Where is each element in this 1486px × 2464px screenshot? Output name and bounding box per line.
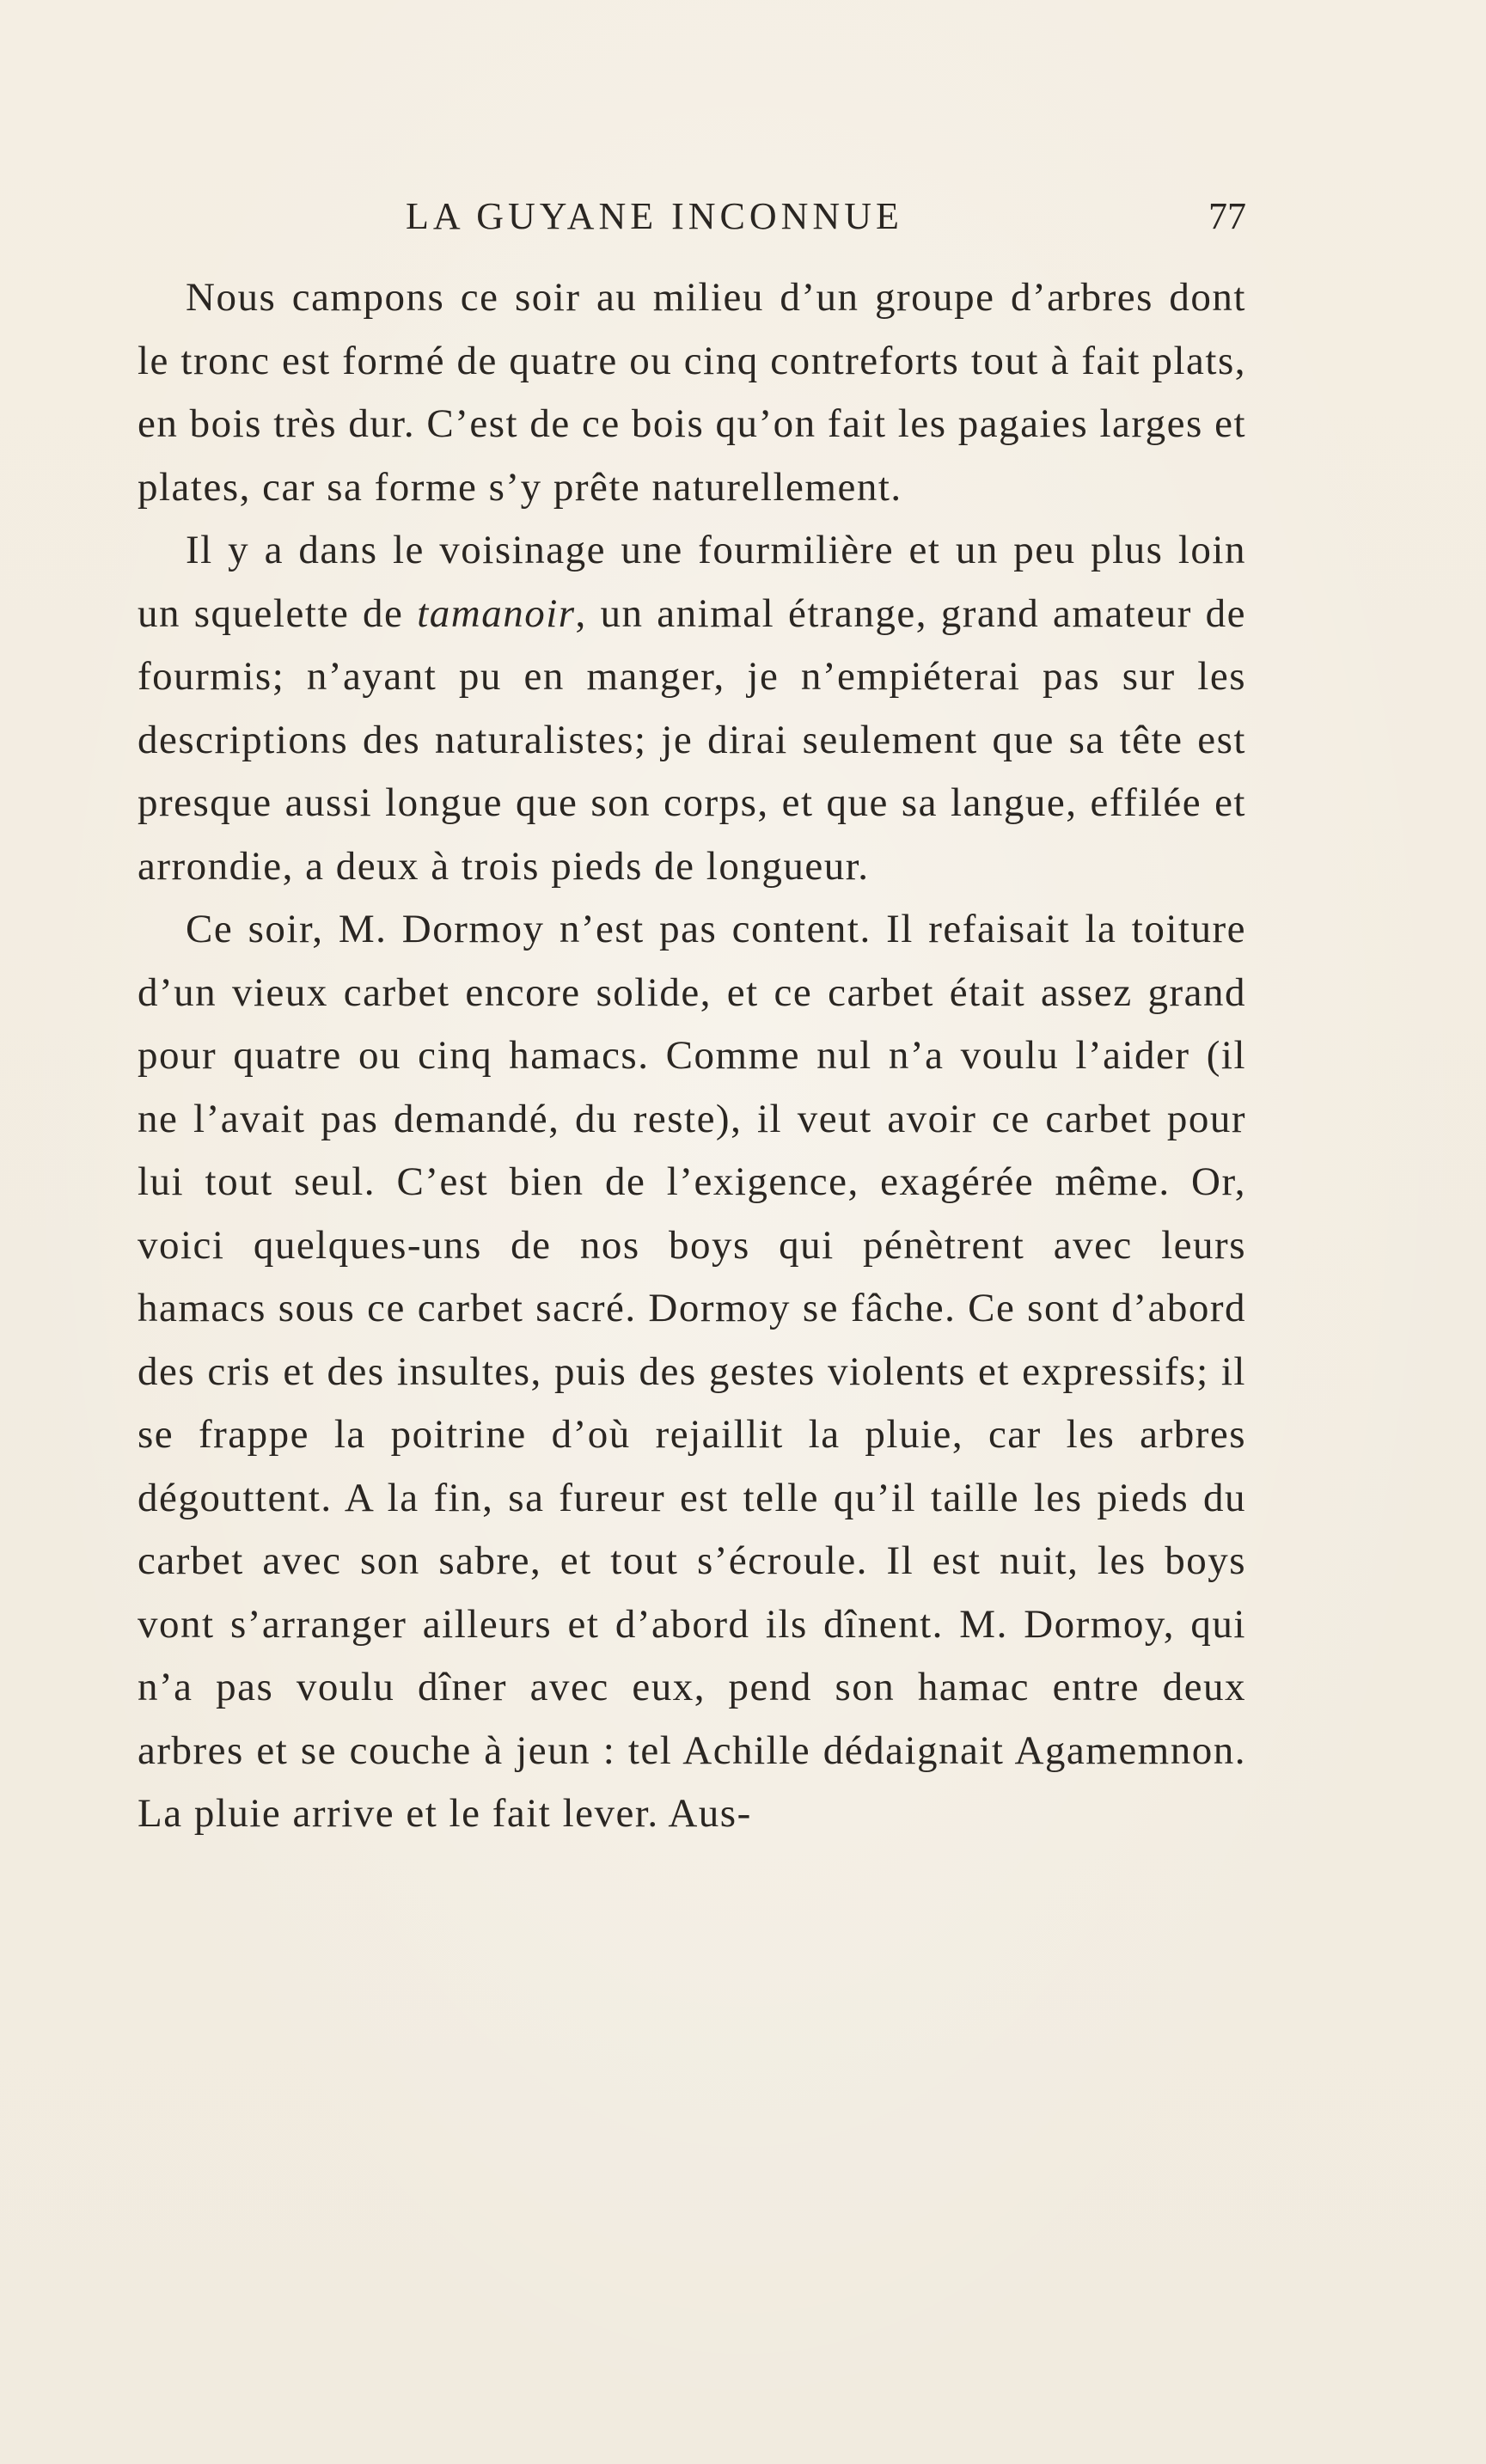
body-text bbox=[138, 266, 1246, 1846]
running-title: LA GUYANE INCONNUE bbox=[406, 195, 903, 237]
paragraph-tamanoir bbox=[138, 519, 1246, 898]
running-head bbox=[138, 191, 1246, 242]
paragraph-tamanoir-end: , un animal étrange, grand amateur de fourmis; n’ayant pu en manger, je n’empiéterai pas sur les descriptions des naturalistes; je dirai seulement que sa tête est presque aussi longue que son corps, et que sa langue, effilée et arrondie, a deux à trois pieds de longueur. bbox=[138, 590, 1246, 889]
paragraph-campons: Nous campons ce soir au milieu d’un groupe d’arbres dont le tronc est formé de quatre ou cinq contreforts tout à fait plats, en bois très dur. C’est de ce bois qu’on fait les pagaies larges et plates, car sa forme s’y prête naturellement. bbox=[138, 275, 1246, 510]
paragraph-tamanoir-start: Il y a dans le voisinage une fourmilière et un peu plus loin un squelette de bbox=[138, 528, 1246, 636]
italic-term-tamanoir: tamanoir bbox=[417, 590, 576, 636]
paragraph-dormoy: Ce soir, M. Dormoy n’est pas content. Il refaisait la toiture d’un vieux carbet encore solide, et ce carbet était assez grand pour quatre ou cinq hamacs. Comme nul n’a voulu l’aider (il ne l’avait pas demandé, du reste), il veut avoir ce carbet pour lui tout seul. C’est bien de l’exigence, exagérée même. Or, voici quelques-uns de nos boys qui pénètrent avec leurs hamacs sous ce carbet sacré. Dormoy se fâche. Ce sont d’abord des cris et des insultes, puis des gestes violents et expressifs; il se frappe la poitrine d’où rejaillit la pluie, car les arbres dégouttent. A la fin, sa fureur est telle qu’il taille les pieds du carbet avec son sabre, et tout s’écroule. Il est nuit, les boys vont s’arranger ailleurs et d’abord ils dînent. M. Dormoy, qui n’a pas voulu dîner avec eux, pend son hamac entre deux arbres et se couche à jeun : tel Achille dédaignait Agamemnon. La pluie arrive et le fait lever. Aus- bbox=[138, 907, 1246, 1836]
page-number: 77 bbox=[1208, 195, 1246, 237]
